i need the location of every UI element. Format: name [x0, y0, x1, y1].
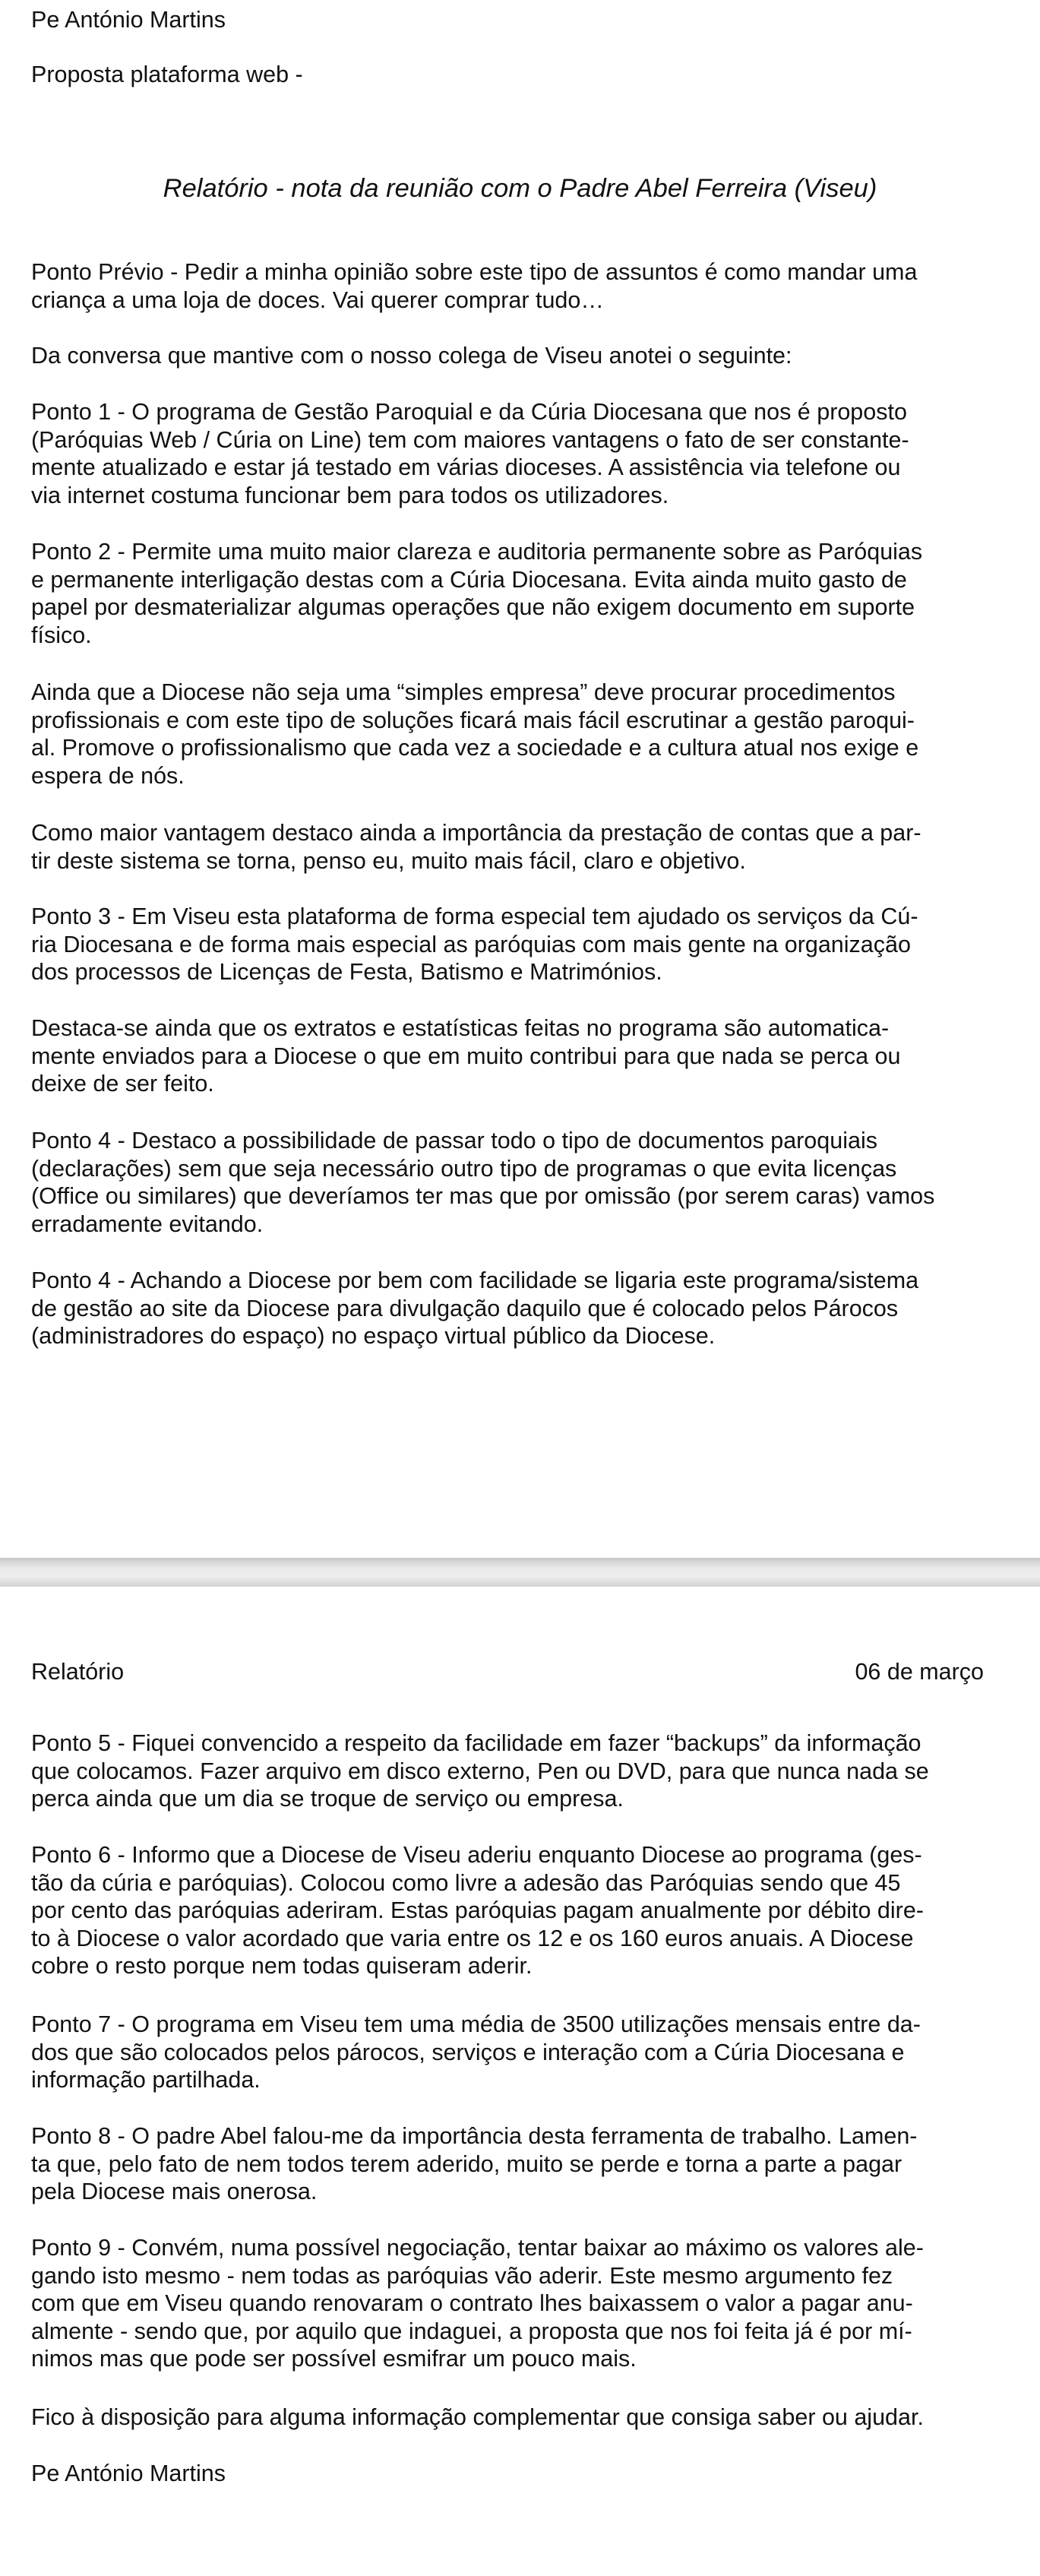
- paragraph-ponto-9: [31, 2234, 982, 2373]
- paragraph-ponto-8: [31, 2122, 982, 2206]
- paragraph-empresa: [31, 679, 982, 790]
- report-title: Relatório - nota da reunião com o Padre Abel Ferreira (Viseu): [163, 174, 877, 203]
- signature: Pe António Martins: [31, 2460, 226, 2486]
- proposal-line: Proposta plataforma web -: [31, 62, 303, 87]
- paragraph-text: Ponto 5 - Fiquei convencido a respeito da facilidade em fazer “backups” da informação que colocamos. Fazer arquivo em disco externo, Pen ou DVD, para que nunca nada se perca ainda que um dia se troque de serviço ou empresa.: [31, 1730, 929, 1812]
- paragraph-text: Da conversa que mantive com o nosso colega de Viseu anotei o seguinte:: [31, 343, 792, 369]
- paragraph-text: Ainda que a Diocese não seja uma “simples empresa” deve procurar procedimentos profissionais e com este tipo de soluções ficará mais fácil escrutinar a gestão paroqui- al. Promove o profissionalismo que cada vez a sociedade e a cultura atual nos exige e espera de nós.: [31, 679, 919, 789]
- document-page-2: [0, 1587, 1040, 2576]
- paragraph-ponto-6: [31, 1841, 982, 1980]
- paragraph-text: Ponto 8 - O padre Abel falou-me da importância desta ferramenta de trabalho. Lamen- ta que, pelo fato de nem todos terem aderido, muito se perde e torna a parte a pagar pela Diocese mais onerosa.: [31, 2123, 918, 2204]
- paragraph-text: Ponto 7 - O programa em Viseu tem uma média de 3500 utilizações mensais entre da- dos que são colocados pelos párocos, serviços e interação com a Cúria Diocesana e informação partilhada.: [31, 2011, 921, 2093]
- paragraph-ponto-4-documentos: [31, 1127, 982, 1238]
- paragraph-ponto-2: [31, 538, 982, 649]
- paragraph-text: Ponto 9 - Convém, numa possível negociação, tentar baixar ao máximo os valores ale- gando isto mesmo - nem todas as paróquias vão aderir. Este mesmo argumento fez com que em Viseu quando renovaram o contrato lhes baixassem o valor a pagar anu- almente - sendo que, por aquilo que indaguei, a proposta que nos foi feita já é por mí- nimos mas que pode ser possível esmifrar um pouco mais.: [31, 2235, 924, 2372]
- paragraph-text: Fico à disposição para alguma informação complementar que consiga saber ou ajudar.: [31, 2404, 924, 2430]
- paragraph-text: Ponto 1 - O programa de Gestão Paroquial e da Cúria Diocesana que nos é proposto (Paróquias Web / Cúria on Line) tem com maiores vantagens o fato de ser constante- mente atualizado e estar já testado em várias dioceses. A assistência via telefone ou via internet costuma funcionar bem para todos os utilizadores.: [31, 399, 909, 508]
- paragraph-ponto-5: [31, 1729, 982, 1813]
- header-title: Relatório: [31, 1659, 125, 1685]
- paragraph-text: Destaca-se ainda que os extratos e estatísticas feitas no programa são automatica- mente enviados para a Diocese o que em muito contribui para que nada se perca ou deixe de ser feito.: [31, 1015, 901, 1097]
- paragraph-intro: [31, 342, 982, 370]
- paragraph-text: Ponto 4 - Destaco a possibilidade de passar todo o tipo de documentos paroquiais (declarações) sem que seja necessário outro tipo de programas o que evita licenças (Office ou similares) que deveríamos ter mas que por omissão (por serem caras) vamos erradamente evitando.: [31, 1128, 935, 1237]
- paragraph-extratos: [31, 1014, 982, 1098]
- paragraph-text: Ponto Prévio - Pedir a minha opinião sobre este tipo de assuntos é como mandar uma criança a uma loja de doces. Vai querer comprar tudo…: [31, 259, 918, 313]
- header-date: 06 de março: [855, 1659, 984, 1685]
- paragraph-prestacao-contas: [31, 819, 982, 875]
- paragraph-text: Ponto 3 - Em Viseu esta plataforma de forma especial tem ajudado os serviços da Cú- ria Diocesana e de forma mais especial as paróquias com mais gente na organização dos processos de Licenças de Festa, Batismo e Matrimónios.: [31, 903, 918, 985]
- paragraph-text: Como maior vantagem destaco ainda a importância da prestação de contas que a par- tir deste sistema se torna, penso eu, muito mais fácil, claro e objetivo.: [31, 820, 921, 874]
- paragraph-text: Ponto 4 - Achando a Diocese por bem com facilidade se ligaria este programa/sistema de gestão ao site da Diocese para divulgação daquilo que é colocado pelos Párocos (administradores do espaço) no espaço virtual público da Diocese.: [31, 1267, 919, 1349]
- paragraph-ponto-7: [31, 2011, 982, 2094]
- paragraph-disposicao: [31, 2404, 982, 2432]
- paragraph-ponto-previo: [31, 258, 982, 314]
- paragraph-ponto-1: [31, 398, 982, 509]
- sender-name: Pe António Martins: [31, 7, 226, 33]
- paragraph-text: Ponto 2 - Permite uma muito maior clareza e auditoria permanente sobre as Paróquias e permanente interligação destas com a Cúria Diocesana. Evita ainda muito gasto de papel por desmaterializar algumas operações que não exigem documento em suporte físico.: [31, 539, 923, 648]
- paragraph-ponto-3: [31, 903, 982, 986]
- page-separator: [0, 1558, 1040, 1587]
- paragraph-text: Ponto 6 - Informo que a Diocese de Viseu aderiu enquanto Diocese ao programa (ges- tão da cúria e paróquias). Colocou como livre a adesão das Paróquias sendo que 45 por cento das paróquias aderiram. Estas paróquias pagam anualmente por débito dire- to à Diocese o valor acordado que varia entre os 12 e os 160 euros anuais. A Diocese cobre o resto porque nem todas quiseram aderir.: [31, 1842, 924, 1979]
- paragraph-ponto-4-site: [31, 1267, 982, 1350]
